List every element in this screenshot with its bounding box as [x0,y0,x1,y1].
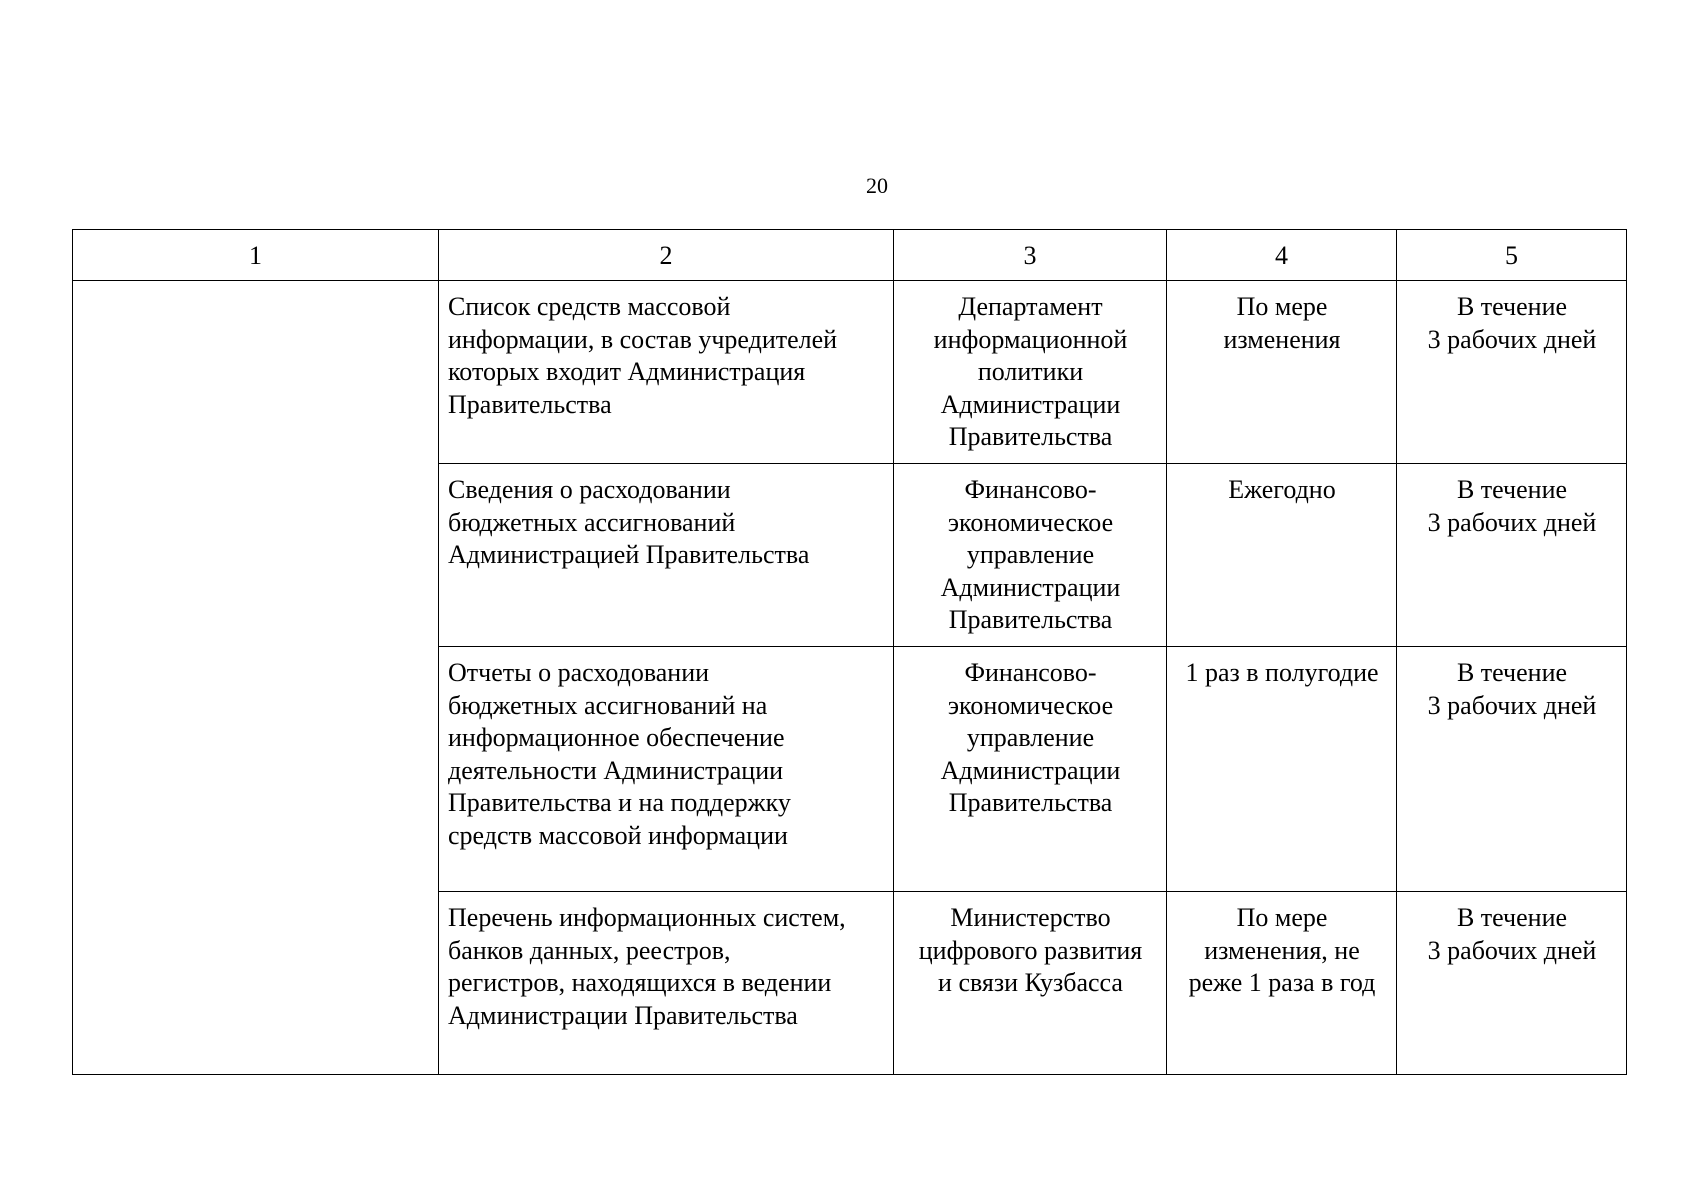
merged-empty-cell [73,281,439,1075]
cell-deadline [1397,892,1627,1075]
page-number: 20 [866,173,888,198]
cell-col3: Финансово- экономическое управление Администрации Правительства [940,658,1121,817]
cell-frequency [1167,464,1397,647]
cell-col2: Перечень информационных систем, банков данных, реестров, регистров, находящихся в ведении Администрации Правительства [448,903,846,1030]
cell-responsible [894,281,1167,464]
cell-col2: Сведения о расходовании бюджетных ассигнований Администрацией Правительства [448,475,810,569]
cell-col5: В течение 3 рабочих дней [1427,475,1597,537]
table-row [73,281,1627,464]
header-cell-4: 4 [1167,230,1397,281]
header-cell-3: 3 [894,230,1167,281]
cell-deadline [1397,464,1627,647]
cell-col3: Финансово- экономическое управление Администрации Правительства [940,475,1121,634]
cell-responsible [894,892,1167,1075]
cell-col3: Департамент информационной политики Администрации Правительства [933,292,1128,451]
cell-col5: В течение 3 рабочих дней [1427,292,1597,354]
cell-responsible [894,647,1167,892]
cell-document-name [439,281,894,464]
cell-document-name [439,464,894,647]
cell-col5: В течение 3 рабочих дней [1427,903,1597,965]
header-cell-5: 5 [1397,230,1627,281]
cell-frequency [1167,647,1397,892]
cell-col3: Министерство цифрового развития и связи Кузбасса [918,903,1143,997]
cell-frequency [1167,892,1397,1075]
cell-col4: По мере изменения, не реже 1 раза в год [1188,903,1376,997]
cell-col5: В течение 3 рабочих дней [1427,658,1597,720]
cell-col2: Список средств массовой информации, в состав учредителей которых входит Администрация Правительства [448,292,838,419]
cell-deadline [1397,647,1627,892]
cell-deadline [1397,281,1627,464]
cell-col4: 1 раз в полугодие [1185,658,1379,687]
cell-responsible [894,464,1167,647]
header-cell-2: 2 [439,230,894,281]
cell-document-name [439,892,894,1075]
cell-col4: По мере изменения [1223,292,1341,354]
table-header-row [73,230,1627,281]
cell-col4: Ежегодно [1228,475,1336,504]
cell-col2: Отчеты о расходовании бюджетных ассигнований на информационное обеспечение деятельности Администрации Правительства и на поддержку средств массовой информации [448,658,791,850]
cell-frequency [1167,281,1397,464]
cell-document-name [439,647,894,892]
header-cell-1: 1 [73,230,439,281]
document-table [72,229,1627,1075]
